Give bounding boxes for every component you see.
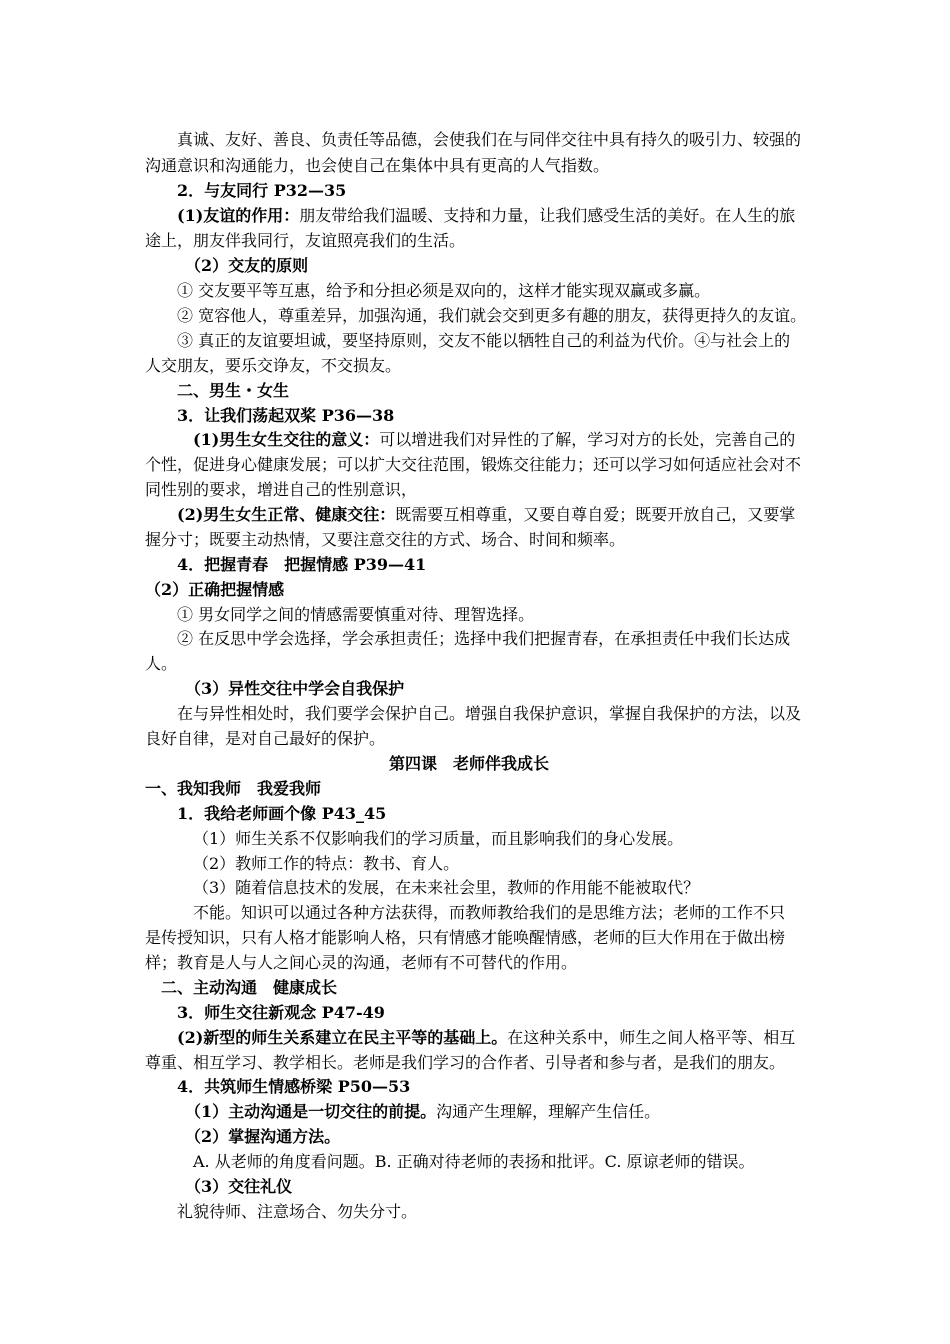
- text-line: 个性，促进身心健康发展；可以扩大交往范围，锻炼交往能力；还可以学习如何适应社会对不: [145, 455, 802, 474]
- text-run: 沟通产生理解，理解产生信任。: [436, 1102, 661, 1121]
- text-line: 同性别的要求，增进自己的性别意识，: [145, 480, 418, 499]
- section-heading: 3．师生交往新观念 P47-49: [177, 1003, 385, 1022]
- text-line: 尊重、相互学习、教学相长。老师是我们学习的合作者、引导者和参与者，是我们的朋友。: [145, 1053, 786, 1072]
- section-heading: 一、我知我师 我爱我师: [145, 779, 322, 798]
- text-line: 样；教育是人与人之间心灵的沟通，老师有不可替代的作用。: [145, 953, 578, 972]
- section-heading: 4．把握青春 把握情感 P39—41: [177, 555, 427, 574]
- term-label: (2)新型的师生关系建立在民主平等的基础上。: [177, 1028, 508, 1047]
- text-line: 在与异性相处时，我们要学会保护自己。增强自我保护意识，掌握自我保护的方法，以及: [177, 704, 802, 723]
- text-line: [177, 504, 795, 526]
- section-heading: 1．我给老师画个像 P43_45: [177, 804, 387, 823]
- lesson-title: 第四课 老师伴我成长: [389, 754, 550, 773]
- text-line: 礼貌待师、注意场合、勿失分寸。: [177, 1202, 418, 1221]
- section-heading: 2．与友同行 P32—35: [177, 181, 347, 200]
- text-line: 不能。知识可以通过各种方法获得，而教师教给我们的是思维方法；老师的工作不只: [193, 903, 786, 922]
- section-heading: （3）交往礼仪: [185, 1177, 293, 1196]
- text-line: [185, 1101, 660, 1123]
- term-label: (1)男生女生交往的意义：: [193, 430, 380, 449]
- section-heading: 二、男生・女生: [177, 381, 290, 400]
- text-line: [193, 429, 795, 451]
- text-run: 朋友带给我们温暖、支持和力量，让我们感受生活的美好。在人生的旅: [299, 206, 796, 225]
- text-line: ② 在反思中学会选择，学会承担责任；选择中我们把握青春，在承担责任中我们长达成: [177, 629, 791, 648]
- section-heading: （2）交友的原则: [185, 256, 309, 275]
- text-line: 沟通意识和沟通能力，也会使自己在集体中具有更高的人气指数。: [145, 156, 610, 175]
- text-run: 既需要互相尊重，又要自尊自爱；既要开放自己，又要掌: [395, 505, 796, 524]
- text-line: [177, 1027, 795, 1049]
- section-heading: 3．让我们荡起双桨 P36—38: [177, 406, 395, 425]
- text-line: ① 男女同学之间的情感需要慎重对待、理智选择。: [177, 605, 535, 624]
- text-line: [177, 205, 795, 227]
- section-heading: （2）正确把握情感: [145, 580, 285, 599]
- text-line: 是传授知识，只有人格才能影响人格，只有情感才能唤醒情感，老师的巨大作用在于做出榜: [145, 928, 786, 947]
- term-label: (2)男生女生正常、健康交往：: [177, 505, 396, 524]
- text-line: 握分寸；既要主动热情，又要注意交往的方式、场合、时间和频率。: [145, 530, 626, 549]
- text-line: ② 宽容他人，尊重差异，加强沟通，我们就会交到更多有趣的朋友，获得更持久的友谊。: [177, 306, 807, 325]
- text-line: 良好自律，是对自己最好的保护。: [145, 729, 386, 748]
- section-heading: 二、主动沟通 健康成长: [161, 978, 338, 997]
- section-heading: 4．共筑师生情感桥梁 P50—53: [177, 1077, 411, 1096]
- section-heading: （3）异性交往中学会自我保护: [185, 679, 405, 698]
- text-line: 人。: [145, 654, 178, 673]
- text-line: A. 从老师的角度看问题。B. 正确对待老师的表扬和批评。C. 原谅老师的错误。: [193, 1152, 755, 1171]
- text-line: 人交朋友，要乐交诤友，不交损友。: [145, 356, 402, 375]
- text-line: ③ 真正的友谊要坦诚，要坚持原则，交友不能以牺牲自己的利益为代价。④与社会上的: [177, 331, 791, 350]
- text-line: 途上，朋友伴我同行，友谊照亮我们的生活。: [145, 231, 466, 250]
- section-heading: （2）掌握沟通方法。: [185, 1127, 341, 1146]
- term-label: （1）主动沟通是一切交往的前提。: [185, 1102, 437, 1121]
- text-line: （1）师生关系不仅影响我们的学习质量，而且影响我们的身心发展。: [193, 829, 684, 848]
- text-line: （2）教师工作的特点：教书、育人。: [193, 854, 460, 873]
- text-line: 真诚、友好、善良、负责任等品德，会使我们在与同伴交往中具有持久的吸引力、较强的: [177, 130, 802, 149]
- text-line: ① 交友要平等互惠，给予和分担必须是双向的，这样才能实现双赢或多赢。: [177, 281, 711, 300]
- term-label: (1)友谊的作用：: [177, 206, 300, 225]
- text-run: 在这种关系中，师生之间人格平等、相互: [507, 1028, 796, 1047]
- text-line: （3）随着信息技术的发展，在未来社会里，教师的作用能不能被取代？: [193, 878, 700, 897]
- text-run: 可以增进我们对异性的了解，学习对方的长处，完善自己的: [379, 430, 796, 449]
